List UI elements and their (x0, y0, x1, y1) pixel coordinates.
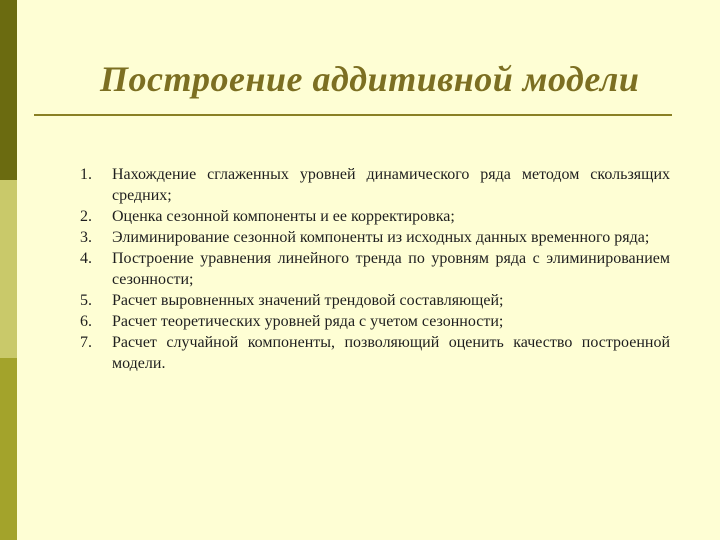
list-item (80, 311, 670, 332)
item-number: 4. (80, 250, 92, 267)
item-number: 3. (80, 229, 92, 246)
item-text: Расчет теоретических уровней ряда с учетом сезонности; (112, 313, 504, 330)
item-text: Нахождение сглаженных уровней динамического ряда методом скользящих средних; (112, 166, 670, 204)
list-item (80, 290, 670, 311)
left-accent-bar-bottom (0, 358, 17, 540)
item-text: Оценка сезонной компоненты и ее корректировка; (112, 208, 455, 225)
item-number: 1. (80, 166, 92, 183)
list-item (80, 164, 670, 206)
list-item (80, 227, 670, 248)
item-number: 5. (80, 292, 92, 309)
list-item (80, 332, 670, 374)
item-number: 2. (80, 208, 92, 225)
item-text: Расчет случайной компоненты, позволяющий оценить качество построенной модели. (112, 334, 670, 372)
item-number: 6. (80, 313, 92, 330)
title-underline (34, 114, 672, 116)
left-accent-bar-top (0, 0, 17, 180)
list-item (80, 206, 670, 227)
item-text: Расчет выровненных значений трендовой составляющей; (112, 292, 504, 309)
slide-title: Построение аддитивной модели (100, 59, 640, 99)
steps-list (80, 164, 670, 374)
item-text: Построение уравнения линейного тренда по уровням ряда с элиминированием сезонности; (112, 250, 670, 288)
item-number: 7. (80, 334, 92, 351)
list-item (80, 248, 670, 290)
item-text: Элиминирование сезонной компоненты из исходных данных временного ряда; (112, 229, 650, 246)
left-accent-bar-middle (0, 180, 17, 358)
